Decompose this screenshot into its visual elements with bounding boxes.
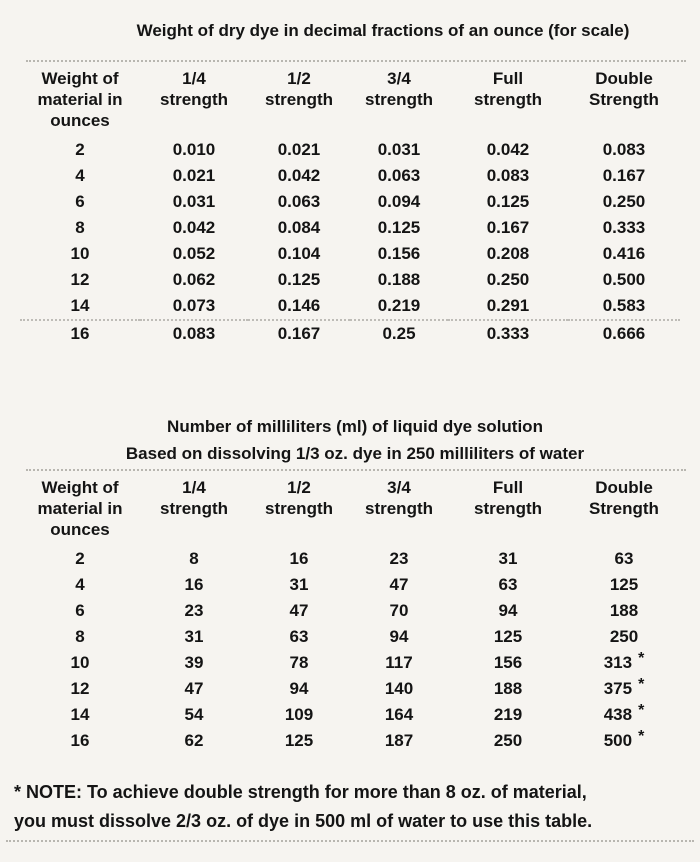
row-header-ounces: 4 xyxy=(75,575,85,594)
cell-value: 0.333 xyxy=(602,218,646,237)
cell-value: 47 xyxy=(184,679,204,698)
row-header-ounces: 10 xyxy=(70,653,90,672)
cell-value: 16 xyxy=(289,549,309,568)
table-row xyxy=(20,163,680,189)
cell-value: 0.291 xyxy=(486,296,530,315)
row-header-ounces: 6 xyxy=(75,601,85,620)
cell-value: 0.219 xyxy=(377,296,421,315)
table-row xyxy=(20,241,680,267)
dry-dye-table-title: Weight of dry dye in decimal fractions of an ounce (for scale) xyxy=(136,21,630,40)
cell-value: 0.042 xyxy=(486,140,530,159)
table-row xyxy=(20,215,680,241)
column-header: 3/4 strength xyxy=(365,478,433,518)
cell-value: 109 xyxy=(284,705,314,724)
cell-value: 31 xyxy=(184,627,204,646)
table-row xyxy=(20,546,680,572)
column-header: Double Strength xyxy=(589,478,659,518)
table-row xyxy=(20,267,680,293)
liquid-dye-table-section xyxy=(0,413,700,467)
row-header-ounces: 6 xyxy=(75,192,85,211)
cell-value: 63 xyxy=(289,627,309,646)
row-header-ounces: 12 xyxy=(70,679,90,698)
row-header-ounces: 10 xyxy=(70,244,90,263)
cell-value: 8 xyxy=(189,549,199,568)
cell-value: 0.167 xyxy=(486,218,530,237)
row-header-ounces: 12 xyxy=(70,270,90,289)
cell-value: 0.500 xyxy=(602,270,646,289)
row-header-ounces: 14 xyxy=(70,296,90,315)
row-header-ounces: 8 xyxy=(75,218,85,237)
cell-value: 250 xyxy=(609,627,639,646)
cell-value: 94 xyxy=(389,627,409,646)
cell-value: 94 xyxy=(289,679,309,698)
cell-value: 0.104 xyxy=(277,244,321,263)
cell-value: 164 xyxy=(384,705,414,724)
table-row xyxy=(20,572,680,598)
cell-value: 54 xyxy=(184,705,204,724)
cell-value: 188 xyxy=(493,679,523,698)
cell-value: 0.167 xyxy=(248,320,350,347)
column-header: Weight of material in ounces xyxy=(37,478,123,539)
column-header: 3/4 strength xyxy=(365,69,433,109)
cell-value: 125 xyxy=(284,731,314,750)
cell-value: 0.010 xyxy=(172,140,216,159)
row-header-ounces: 2 xyxy=(75,140,85,159)
cell-value: 0.156 xyxy=(377,244,421,263)
dry-dye-weight-table xyxy=(20,68,680,347)
footnote-line: you must dissolve 2/3 oz. of dye in 500 ml of water to use this table. xyxy=(14,811,593,831)
table-row xyxy=(20,598,680,624)
table-row xyxy=(20,728,680,754)
cell-value: 125 xyxy=(609,575,639,594)
cell-value: 0.021 xyxy=(172,166,216,185)
liquid-dye-table-subtitle: Based on dissolving 1/3 oz. dye in 250 milliliters of water xyxy=(125,444,585,463)
liquid-dye-solution-table xyxy=(20,477,680,754)
cell-value: 0.062 xyxy=(172,270,216,289)
cell-value: 156 xyxy=(493,653,523,672)
cell-value: 0.094 xyxy=(377,192,421,211)
cell-value: 47 xyxy=(289,601,309,620)
cell-value: 0.063 xyxy=(277,192,321,211)
cell-value: 438 * xyxy=(603,702,645,724)
cell-value: 0.125 xyxy=(486,192,530,211)
cell-value: 0.042 xyxy=(277,166,321,185)
row-header-ounces: 4 xyxy=(75,166,85,185)
cell-value: 0.188 xyxy=(377,270,421,289)
table-row xyxy=(20,624,680,650)
double-strength-asterisk: * xyxy=(638,728,645,745)
cell-value: 0.125 xyxy=(277,270,321,289)
table-row xyxy=(20,650,680,676)
cell-value: 0.031 xyxy=(377,140,421,159)
table-row xyxy=(20,320,680,347)
column-header: 1/4 strength xyxy=(160,478,228,518)
cell-value: 0.250 xyxy=(602,192,646,211)
footnote-line: * NOTE: To achieve double strength for more than 8 oz. of material, xyxy=(14,782,587,802)
cell-value: 31 xyxy=(498,549,518,568)
column-header: 1/4 strength xyxy=(160,69,228,109)
cell-value: 0.416 xyxy=(602,244,646,263)
table-row xyxy=(20,702,680,728)
cell-value: 16 xyxy=(184,575,204,594)
cell-value: 0.052 xyxy=(172,244,216,263)
header-row xyxy=(20,477,680,540)
cell-value: 500 * xyxy=(603,728,645,750)
cell-value: 47 xyxy=(389,575,409,594)
table-row xyxy=(20,137,680,163)
header-row xyxy=(20,68,680,131)
column-header: Full strength xyxy=(474,478,542,518)
cell-value: 0.25 xyxy=(350,320,448,347)
row-header-ounces: 2 xyxy=(75,549,85,568)
scan-artifact-line xyxy=(26,60,686,62)
cell-value: 0.073 xyxy=(172,296,216,315)
scan-artifact-line xyxy=(26,469,686,471)
cell-value: 250 xyxy=(493,731,523,750)
cell-value: 0.031 xyxy=(172,192,216,211)
cell-value: 78 xyxy=(289,653,309,672)
scan-artifact-line xyxy=(6,840,694,842)
column-header: 1/2 strength xyxy=(265,69,333,109)
cell-value: 117 xyxy=(385,653,413,672)
cell-value: 23 xyxy=(389,549,409,568)
cell-value: 0.167 xyxy=(602,166,646,185)
column-header: Full strength xyxy=(474,69,542,109)
cell-value: 0.666 xyxy=(568,320,680,347)
table-row xyxy=(20,293,680,320)
cell-value: 63 xyxy=(614,549,634,568)
cell-value: 187 xyxy=(384,731,414,750)
cell-value: 0.250 xyxy=(486,270,530,289)
cell-value: 0.083 xyxy=(486,166,530,185)
column-header: Weight of material in ounces xyxy=(37,69,123,130)
double-strength-asterisk: * xyxy=(638,676,645,693)
cell-value: 140 xyxy=(384,679,414,698)
cell-value: 63 xyxy=(498,575,518,594)
double-strength-footnote xyxy=(0,778,700,836)
cell-value: 219 xyxy=(493,705,523,724)
cell-value: 39 xyxy=(184,653,204,672)
column-header: Double Strength xyxy=(589,69,659,109)
double-strength-asterisk: * xyxy=(638,650,645,667)
cell-value: 0.333 xyxy=(448,320,568,347)
cell-value: 70 xyxy=(389,601,409,620)
cell-value: 0.021 xyxy=(277,140,321,159)
cell-value: 62 xyxy=(184,731,204,750)
liquid-dye-table-title: Number of milliliters (ml) of liquid dye solution xyxy=(167,417,543,436)
cell-value: 375 * xyxy=(603,676,645,698)
cell-value: 31 xyxy=(289,575,309,594)
row-header-ounces: 16 xyxy=(20,320,140,347)
row-header-ounces: 16 xyxy=(70,731,90,750)
cell-value: 23 xyxy=(184,601,204,620)
cell-value: 0.063 xyxy=(377,166,421,185)
cell-value: 94 xyxy=(498,601,518,620)
cell-value: 0.208 xyxy=(486,244,530,263)
column-header: 1/2 strength xyxy=(265,478,333,518)
cell-value: 313 * xyxy=(603,650,645,672)
cell-value: 188 xyxy=(609,601,639,620)
table-row xyxy=(20,189,680,215)
cell-value: 125 xyxy=(493,627,523,646)
cell-value: 0.583 xyxy=(602,296,646,315)
cell-value: 0.084 xyxy=(277,218,321,237)
double-strength-asterisk: * xyxy=(638,702,645,719)
cell-value: 0.146 xyxy=(277,296,321,315)
table-row xyxy=(20,676,680,702)
cell-value: 0.083 xyxy=(602,140,646,159)
row-header-ounces: 8 xyxy=(75,627,85,646)
row-header-ounces: 14 xyxy=(70,705,90,724)
cell-value: 0.083 xyxy=(140,320,248,347)
cell-value: 0.042 xyxy=(172,218,216,237)
cell-value: 0.125 xyxy=(377,218,421,237)
